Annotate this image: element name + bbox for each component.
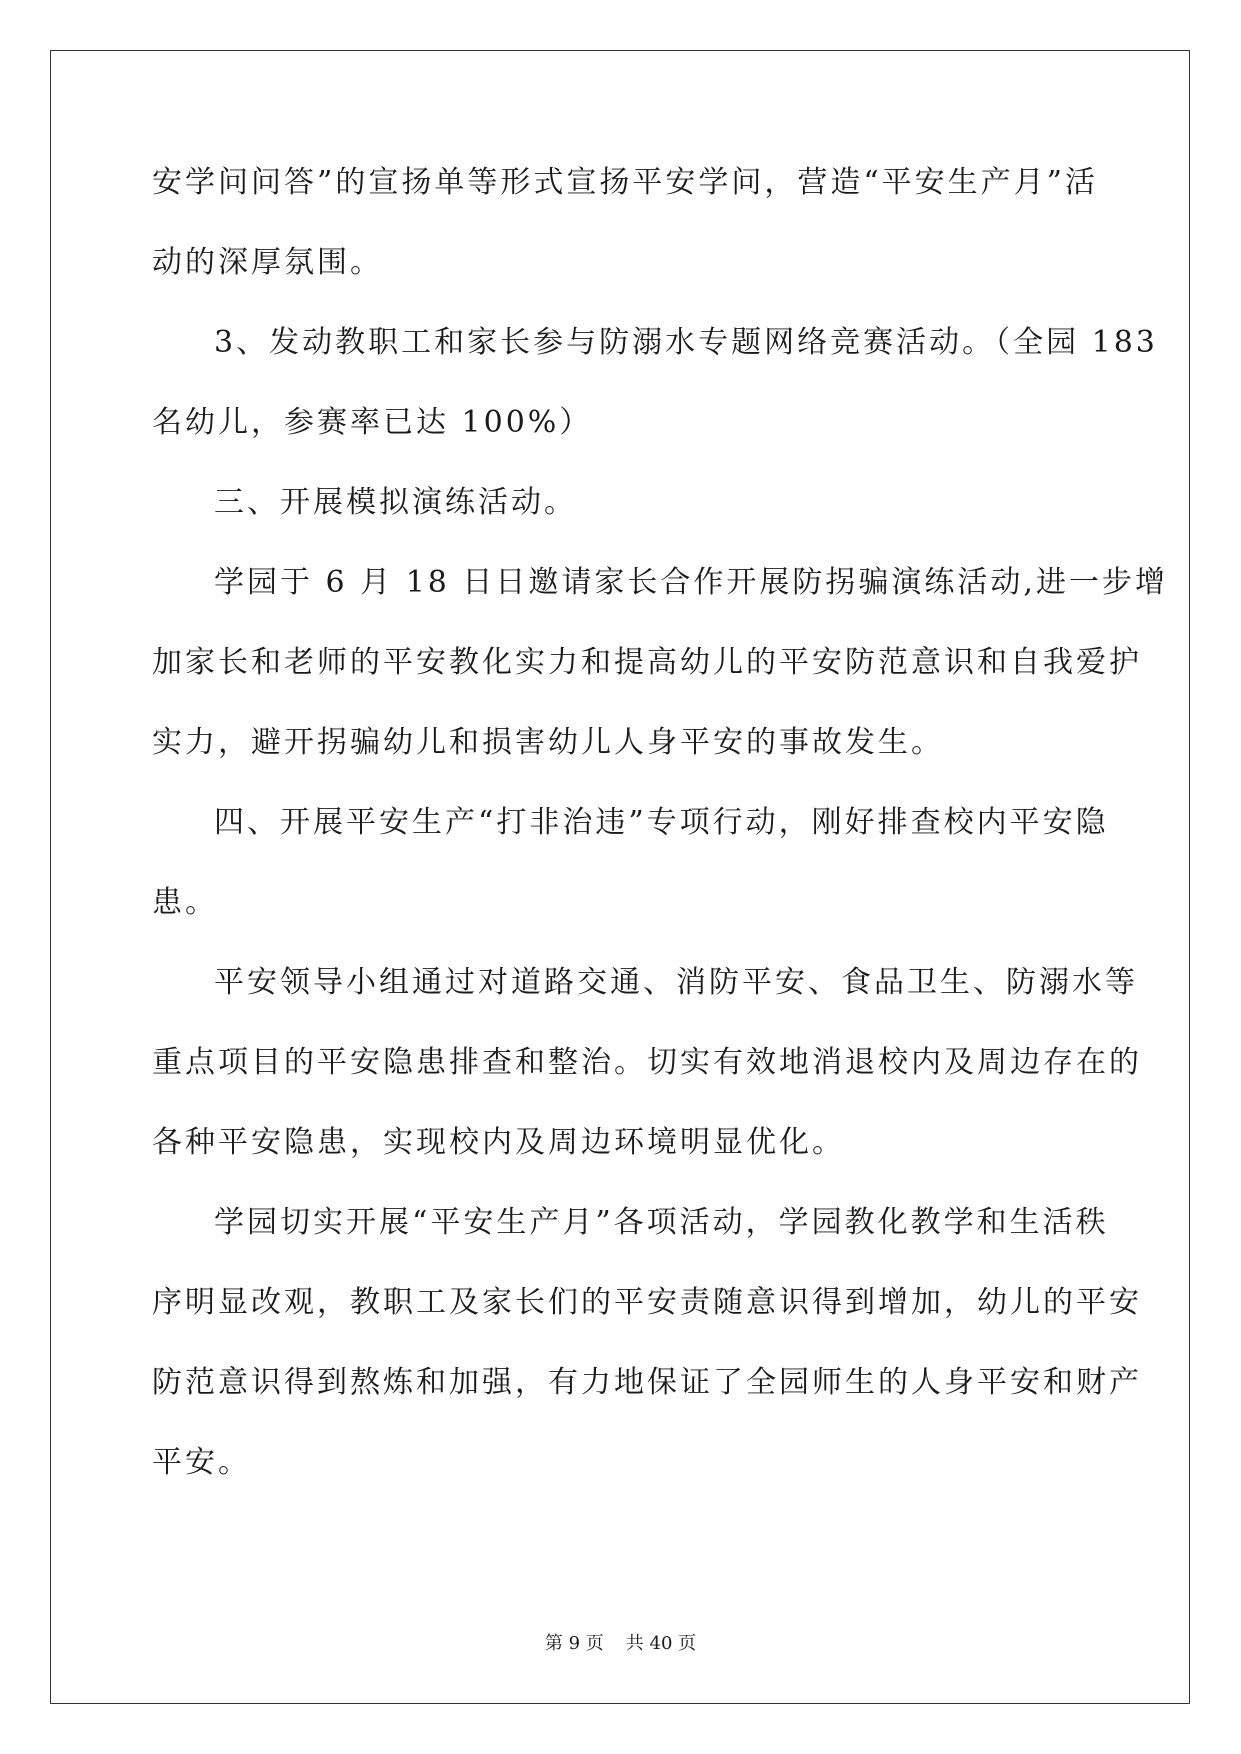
text-line: 患。	[152, 885, 218, 920]
text-line: 安学问问答”的宣扬单等形式宣扬平安学问，营造“平安生产月”活	[152, 165, 1099, 200]
text-line: 实力，避开拐骗幼儿和损害幼儿人身平安的事故发生。	[152, 725, 944, 760]
section-heading: 三、开展模拟演练活动。	[214, 485, 577, 520]
text-line: 平安领导小组通过对道路交通、消防平安、食品卫生、防溺水等	[214, 965, 1138, 1000]
text-line: 加家长和老师的平安教化实力和提高幼儿的平安防范意识和自我爱护	[152, 645, 1142, 680]
page-total: 共 40 页	[625, 1633, 697, 1654]
text-line: 重点项目的平安隐患排查和整治。切实有效地消退校内及周边存在的	[152, 1045, 1142, 1080]
section-heading: 四、开展平安生产“打非治违”专项行动，刚好排查校内平安隐	[214, 805, 1109, 840]
text-line: 平安。	[152, 1445, 251, 1480]
text-line: 序明显改观，教职工及家长们的平安责随意识得到增加，幼儿的平安	[152, 1285, 1142, 1320]
page-footer	[0, 1632, 1241, 1656]
text-line: 学园于 6 月 18 日日邀请家长合作开展防拐骗演练活动,进一步增	[214, 565, 1168, 600]
text-line: 各种平安隐患，实现校内及周边环境明显优化。	[152, 1125, 845, 1160]
text-line: 3、发动教职工和家长参与防溺水专题网络竞赛活动。（全园 183	[214, 325, 1158, 360]
text-line: 学园切实开展“平安生产月”各项活动，学园教化教学和生活秩	[214, 1205, 1109, 1240]
text-line: 动的深厚氛围。	[152, 245, 383, 280]
document-body	[152, 160, 1168, 1520]
page-number: 第 9 页	[544, 1633, 604, 1654]
text-line: 防范意识得到熬炼和加强，有力地保证了全园师生的人身平安和财产	[152, 1365, 1142, 1400]
text-line: 名幼儿，参赛率已达 100%）	[152, 405, 593, 440]
